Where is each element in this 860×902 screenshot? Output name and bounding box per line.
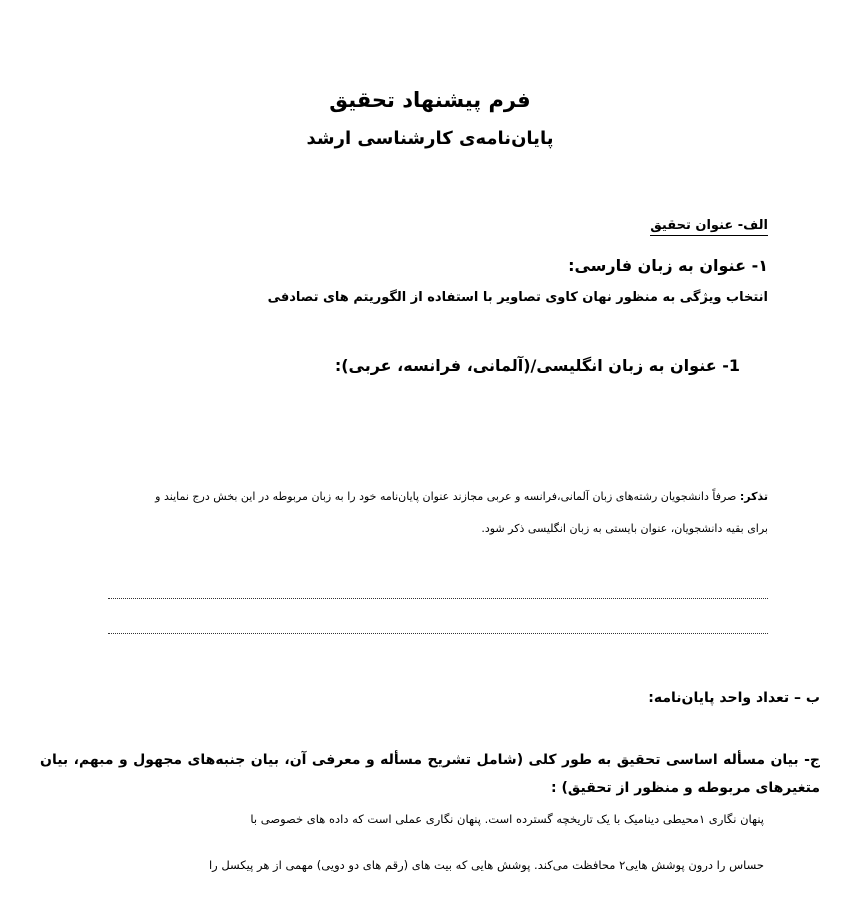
note-line-2: برای بقیه دانشجویان، عنوان بایستی به زبان انگلیسی ذکر شود. [481,522,768,535]
section-b-units: ب – تعداد واحد پایان‌نامه: [648,690,820,706]
dotted-line [108,633,768,634]
persian-title-label: ۱- عنوان به زبان فارسی: [568,256,768,275]
persian-title-text: انتخاب ویژگی به منظور نهان کاوی تصاویر با استفاده از الگوریتم های تصادفی [267,290,768,305]
note-text-1: صرفاً دانشجویان رشته‌های زبان آلمانی،فرانسه و عربی مجازند عنوان پایان‌نامه خود را به زبان مربوطه در این بخش درج نمایند و [155,490,740,503]
section-a-heading: الف- عنوان تحقیق [650,218,768,236]
body-line-2: حساس را درون پوشش هایی۲ محافظت می‌کند. پوشش هایی که بیت های (رقم های دو دویی) مهمی از هر پیکسل را [208,858,764,872]
form-title: فرم پیشنهاد تحقیق [329,88,531,112]
english-title-label: 1- عنوان به زبان انگلیسی/(آلمانی، فرانسه، عربی): [334,356,740,375]
body-line-1: پنهان نگاری ۱محیطی دینامیک با یک تاریخچه گسترده است. پنهان نگاری عملی است که داده های خصوصی با [250,812,764,826]
dotted-line [108,598,768,599]
note-prefix: تذکر: [739,490,768,503]
section-c-heading: ج- بیان مسأله اساسی تحقیق به طور کلی (شامل تشریح مسأله و معرفی آن، بیان جنبه‌های مجهول و مبهم، بیان متغیرهای مربوطه و منظور از تحقیق) : [40,752,820,796]
form-subtitle: پایان‌نامه‌ی کارشناسی ارشد [306,128,554,149]
note-line-1 [155,490,768,503]
